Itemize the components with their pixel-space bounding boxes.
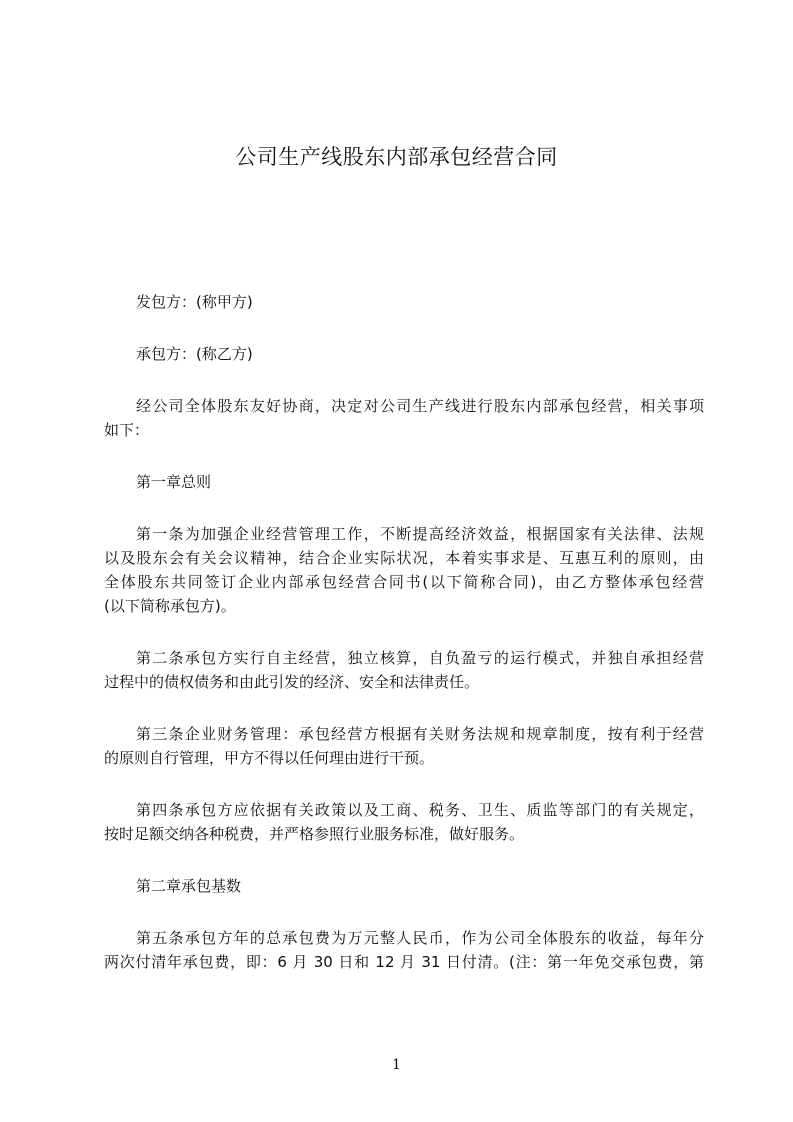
article-4-line: 按时足额交纳各种税费，并严格参照行业服务标准，做好服务。: [104, 825, 525, 843]
article-1-paragraph: [104, 522, 704, 618]
article-1-line: 全体股东共同签订企业内部承包经营合同书(以下简称合同)，由乙方整体承包经营: [104, 573, 704, 591]
chapter-heading: [104, 470, 704, 494]
article-4-line: 第四条承包方应依据有关政策以及工商、税务、卫生、质监等部门的有关规定，: [136, 801, 704, 819]
article-2-line: 第二条承包方实行自主经营，独立核算，自负盈亏的运行模式，并独自承担经营: [136, 649, 704, 667]
article-3-paragraph: [104, 722, 704, 770]
article-4-paragraph: [104, 798, 704, 846]
article-1-line: (以下简称承包方)。: [104, 597, 236, 615]
article-1-line: 以及股东会有关会议精神，结合企业实际状况，本着实事求是、互惠互利的原则，由: [104, 549, 704, 567]
article-5-line: 第五条承包方年的总承包费为万元整人民币，作为公司全体股东的收益，每年分: [136, 929, 704, 947]
article-2-paragraph: [104, 646, 704, 694]
intro-paragraph: [104, 394, 704, 442]
article-1-line: 第一条为加强企业经营管理工作，不断提高经济效益，根据国家有关法律、法规: [136, 525, 704, 543]
document-title: 公司生产线股东内部承包经营合同: [235, 145, 558, 169]
party-b-text: 承包方：(称乙方): [136, 345, 253, 363]
article-5-paragraph: [104, 926, 704, 974]
intro-line: 如下：: [104, 421, 150, 439]
article-2-line: 过程中的债权债务和由此引发的经济、安全和法律责任。: [104, 673, 480, 691]
page-number: 1: [392, 1057, 401, 1073]
party-a-text: 发包方：(称甲方): [136, 293, 253, 311]
document-body: [104, 290, 704, 974]
article-5-line: 两次付清年承包费，即：6 月 30 日和 12 月 31 日付清。(注：第一年免交承包费，第: [104, 953, 704, 971]
chapter-2-title: 第二章承包基数: [136, 877, 242, 895]
intro-line: 经公司全体股东友好协商，决定对公司生产线进行股东内部承包经营，相关事项: [136, 397, 704, 415]
article-3-line: 的原则自行管理，甲方不得以任何理由进行干预。: [104, 749, 435, 767]
party-a-line: [104, 290, 704, 314]
party-b-line: [104, 342, 704, 366]
article-3-line: 第三条企业财务管理：承包经营方根据有关财务法规和规章制度，按有利于经营: [136, 725, 704, 743]
chapter-heading: [104, 874, 704, 898]
chapter-1-title: 第一章总则: [136, 473, 212, 491]
